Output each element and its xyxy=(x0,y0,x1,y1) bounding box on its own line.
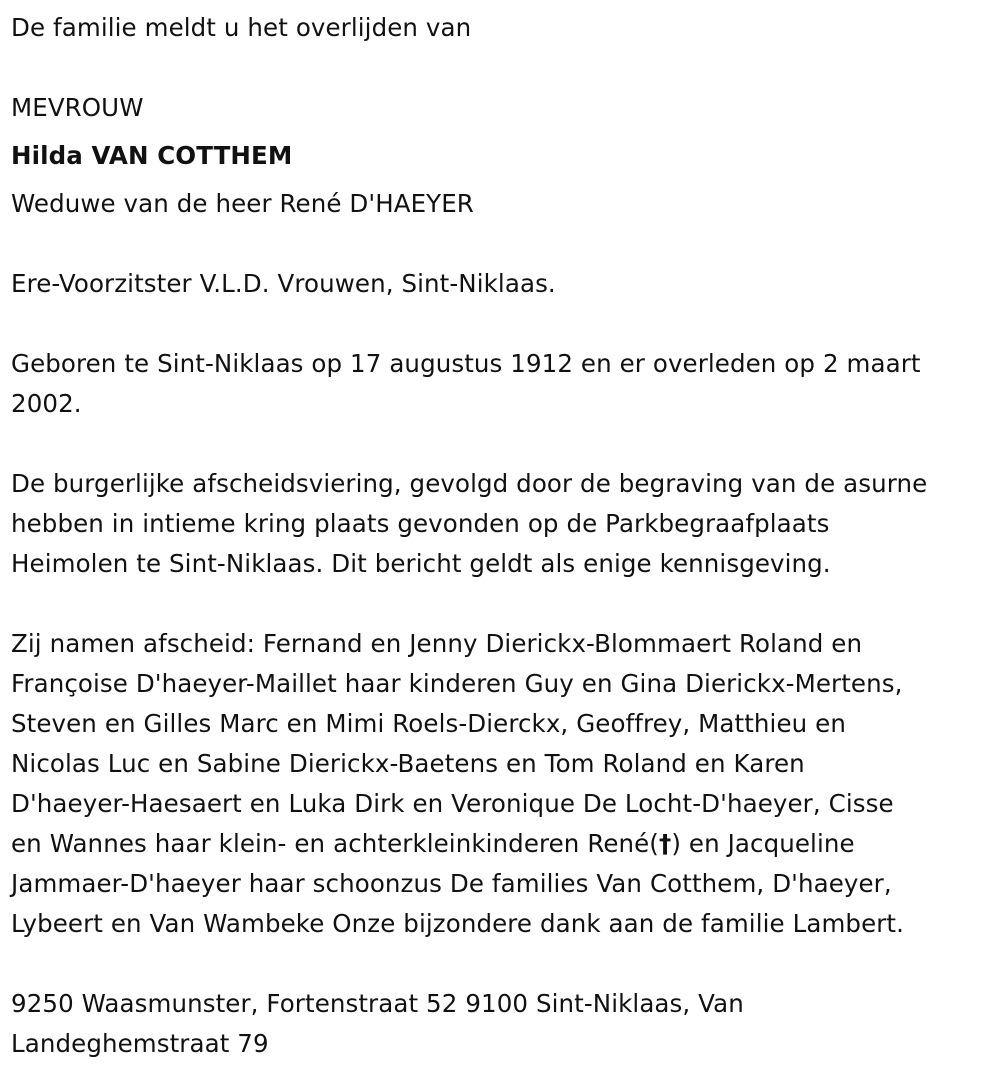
ceremony-paragraph xyxy=(11,464,996,584)
paragraph-line: Zij namen afscheid: Fernand en Jenny Dierickx-Blommaert Roland en xyxy=(11,629,863,658)
paragraph-line: D'haeyer-Haesaert en Luka Dirk en Veronique De Locht-D'haeyer, Cisse xyxy=(11,789,894,818)
spouse-text: Weduwe van de heer René D'HAEYER xyxy=(11,189,474,218)
address-paragraph xyxy=(11,984,996,1064)
spacer xyxy=(11,304,996,344)
paragraph-line: Landeghemstraat 79 xyxy=(11,1029,269,1058)
death-notice xyxy=(11,8,996,1064)
family-paragraph xyxy=(11,624,996,944)
paragraph-line: Steven en Gilles Marc en Mimi Roels-Dierckx, Geoffrey, Matthieu en xyxy=(11,709,846,738)
spacer xyxy=(11,224,996,264)
spacer xyxy=(11,944,996,984)
spacer xyxy=(11,48,996,88)
paragraph-line: Heimolen te Sint-Niklaas. Dit bericht geldt als enige kennisgeving. xyxy=(11,549,831,578)
paragraph-line: De burgerlijke afscheidsviering, gevolgd door de begraving van de asurne xyxy=(11,469,928,498)
paragraph-line: Geboren te Sint-Niklaas op 17 augustus 1912 en er overleden op 2 maart xyxy=(11,349,921,378)
paragraph-line xyxy=(11,824,996,864)
title-prefix: MEVROUW xyxy=(11,93,144,122)
role-text: Ere-Voorzitster V.L.D. Vrouwen, Sint-Niklaas. xyxy=(11,269,556,298)
birth-death-paragraph xyxy=(11,344,996,424)
spacer xyxy=(11,584,996,624)
paragraph-line: Nicolas Luc en Sabine Dierickx-Baetens en Tom Roland en Karen xyxy=(11,749,805,778)
paragraph-line: Lybeert en Van Wambeke Onze bijzondere dank aan de familie Lambert. xyxy=(11,909,905,938)
paragraph-line: Jammaer-D'haeyer haar schoonzus De families Van Cotthem, D'haeyer, xyxy=(11,869,892,898)
intro-text: De familie meldt u het overlijden van xyxy=(11,13,472,42)
spacer xyxy=(11,424,996,464)
line-text: en Wannes haar klein- en achterkleinkinderen René( xyxy=(11,829,659,858)
paragraph-line: hebben in intieme kring plaats gevonden op de Parkbegraafplaats xyxy=(11,509,830,538)
paragraph-line: 9250 Waasmunster, Fortenstraat 52 9100 Sint-Niklaas, Van xyxy=(11,989,744,1018)
paragraph-line: Françoise D'haeyer-Maillet haar kinderen Guy en Gina Dierickx-Mertens, xyxy=(11,669,903,698)
paragraph-line: 2002. xyxy=(11,389,82,418)
deceased-name: Hilda VAN COTTHEM xyxy=(11,141,293,170)
line-text: ) en Jacqueline xyxy=(671,829,855,858)
deceased-cross-icon: † xyxy=(658,829,672,858)
